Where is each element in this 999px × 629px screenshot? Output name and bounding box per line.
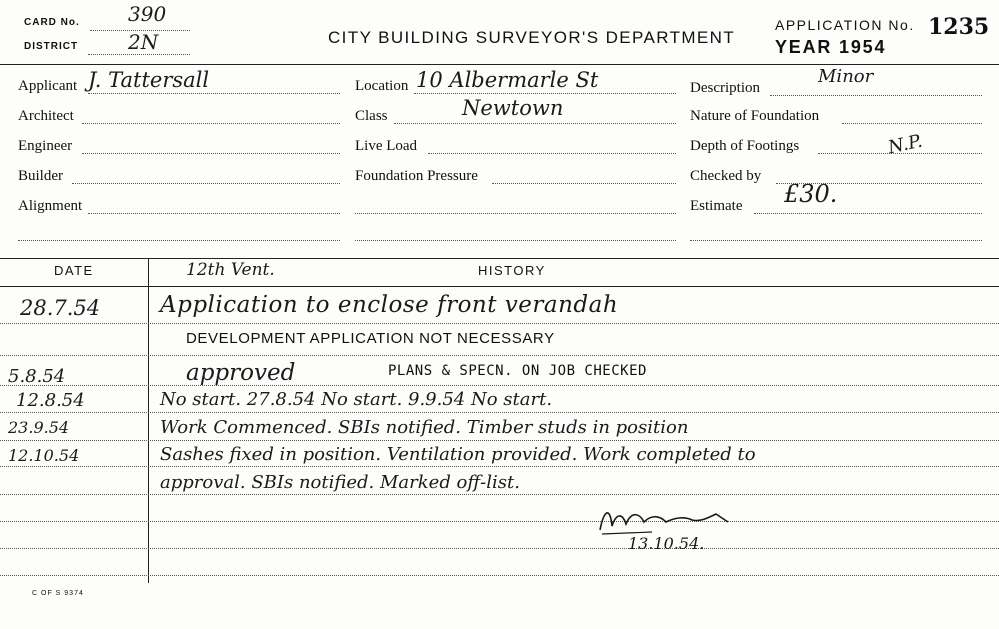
row-line — [0, 323, 999, 324]
entry-text: approved — [186, 360, 296, 386]
row-line — [0, 412, 999, 413]
row-line — [0, 385, 999, 386]
row-line — [0, 575, 999, 576]
location-value: 10 Albermarle St — [416, 68, 599, 92]
description-label: Description — [690, 80, 760, 96]
class-label: Class — [355, 108, 388, 124]
blank-line-right — [690, 240, 982, 241]
form-code: C OF S 9374 — [32, 590, 84, 597]
department-title: CITY BUILDING SURVEYOR'S DEPARTMENT — [328, 28, 736, 47]
blank-line-left — [18, 240, 340, 241]
live-load-label: Live Load — [355, 138, 418, 154]
class-line — [394, 123, 676, 124]
class-value: Newtown — [462, 96, 564, 120]
depth-of-footings-label: Depth of Footings — [690, 138, 800, 154]
entry-date: 12.8.54 — [16, 390, 85, 411]
date-column-divider — [148, 258, 149, 583]
description-value: Minor — [818, 66, 874, 87]
entry-date: 23.9.54 — [8, 418, 70, 437]
ward-note: 12th Vent. — [186, 260, 275, 280]
depth-of-footings-value: N.P. — [886, 130, 925, 159]
applicant-value: J. Tattersall — [88, 68, 210, 92]
history-header-border — [0, 286, 999, 287]
year-label: YEAR 1954 — [775, 37, 887, 57]
row-line — [0, 494, 999, 495]
architect-label: Architect — [18, 108, 74, 124]
estimate-label: Estimate — [690, 198, 743, 214]
builder-line — [72, 183, 340, 184]
history-column-header: HISTORY — [478, 263, 546, 278]
row-line — [0, 466, 999, 467]
entry-date: 5.8.54 — [8, 366, 66, 387]
entry-date: 12.10.54 — [8, 446, 80, 465]
nature-of-foundation-line — [842, 123, 982, 124]
signature-date: 13.10.54. — [628, 534, 705, 553]
live-load-line — [428, 153, 676, 154]
builder-label: Builder — [18, 168, 63, 184]
applicant-line — [88, 93, 340, 94]
district-label: DISTRICT — [24, 41, 79, 52]
entry-text: Application to enclose front verandah — [160, 292, 619, 318]
estimate-value: £30. — [784, 180, 838, 208]
architect-line — [82, 123, 340, 124]
engineer-line — [82, 153, 340, 154]
history-top-border — [0, 258, 999, 259]
card-no-label: CARD No. — [24, 17, 80, 28]
district-value: 2N — [128, 30, 159, 54]
entry-text: Sashes fixed in position. Ventilation provided. Work completed to — [160, 444, 756, 465]
blank-line-mid-2 — [355, 240, 676, 241]
location-line — [414, 93, 676, 94]
development-stamp: DEVELOPMENT APPLICATION NOT NECESSARY — [186, 330, 555, 347]
district-line — [88, 54, 190, 55]
nature-of-foundation-label: Nature of Foundation — [690, 108, 820, 124]
checked-by-label: Checked by — [690, 168, 762, 184]
applicant-label: Applicant — [18, 78, 78, 94]
location-label: Location — [355, 78, 409, 94]
entry-text: approval. SBIs notified. Marked off-list. — [160, 472, 520, 493]
row-line — [0, 548, 999, 549]
foundation-pressure-label: Foundation Pressure — [355, 168, 478, 184]
row-line — [0, 355, 999, 356]
entry-text: No start. 27.8.54 No start. 9.9.54 No start. — [160, 389, 553, 410]
row-line — [0, 440, 999, 441]
header-divider — [0, 64, 999, 65]
application-no-label: APPLICATION No. — [775, 17, 915, 33]
card-no-value: 390 — [128, 2, 167, 26]
entry-date: 28.7.54 — [20, 296, 101, 320]
alignment-line — [88, 213, 340, 214]
plans-checked-stamp: PLANS & SPECN. ON JOB CHECKED — [388, 363, 647, 379]
blank-line-mid-1 — [355, 213, 676, 214]
application-no-value: 1235 — [928, 14, 990, 40]
description-line — [770, 95, 982, 96]
engineer-label: Engineer — [18, 138, 73, 154]
row-line — [0, 521, 999, 522]
alignment-label: Alignment — [18, 198, 83, 214]
entry-text: Work Commenced. SBIs notified. Timber studs in position — [160, 417, 689, 438]
estimate-line — [754, 213, 982, 214]
foundation-pressure-line — [492, 183, 676, 184]
date-column-header: DATE — [54, 263, 94, 278]
